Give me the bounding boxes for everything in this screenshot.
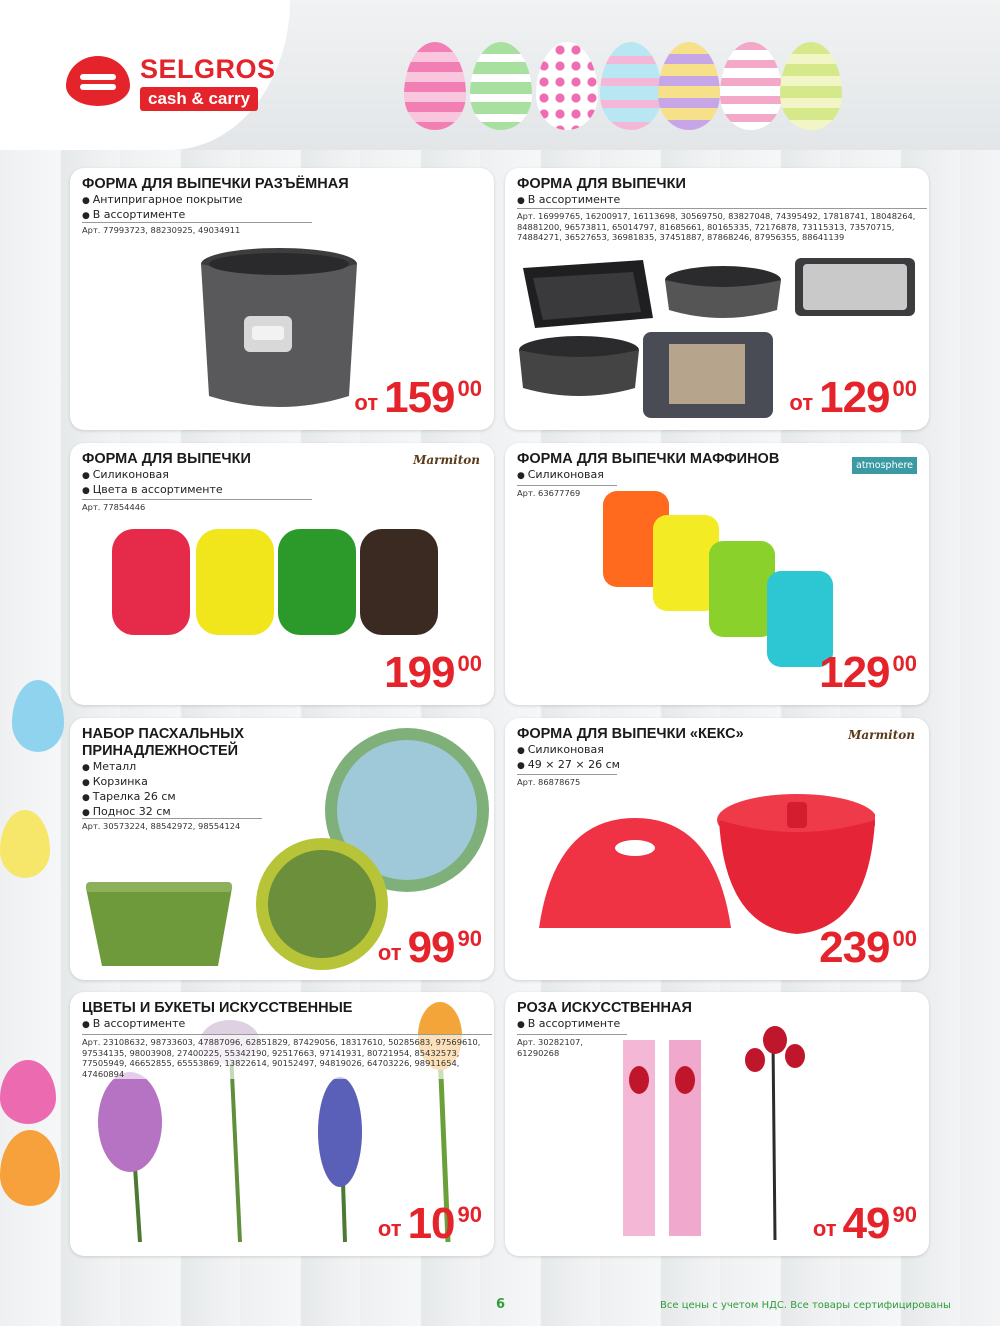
- egg-icon: [0, 1130, 60, 1206]
- price-from: от: [789, 390, 814, 415]
- egg-icon: [0, 1060, 56, 1124]
- feature-item: ● В ассортименте: [82, 1017, 185, 1032]
- product-card[interactable]: [70, 718, 494, 980]
- feature-item: ● Корзинка: [82, 775, 176, 790]
- price-kopecks: 90: [457, 1202, 482, 1227]
- feature-item: ● Силиконовая: [82, 468, 223, 483]
- product-title: НАБОР ПАСХАЛЬНЫХ ПРИНАДЛЕЖНОСТЕЙ: [82, 726, 245, 759]
- price-kopecks: 90: [457, 926, 482, 951]
- feature-item: ● Антипригарное покрытие: [82, 193, 243, 208]
- product-card[interactable]: [505, 992, 929, 1256]
- feature-item: ● В ассортименте: [517, 1017, 620, 1032]
- silicone-molds-image: [112, 523, 442, 643]
- brand-name: SELGROS: [140, 54, 276, 84]
- product-card[interactable]: [505, 168, 929, 430]
- article-numbers: Арт. 77854446: [82, 499, 312, 513]
- price-rubles: 129: [819, 373, 890, 422]
- feature-item: ● Тарелка 26 см: [82, 790, 176, 805]
- price-tag: [377, 1199, 482, 1248]
- price-kopecks: 00: [892, 376, 917, 401]
- price-rubles: 129: [819, 648, 890, 697]
- product-card[interactable]: [70, 168, 494, 430]
- page-number: 6: [496, 1297, 506, 1312]
- feature-item: ● Поднос 32 см: [82, 805, 176, 820]
- price-rubles: 10: [407, 1199, 455, 1248]
- article-numbers: Арт. 30282107, 61290268: [517, 1034, 627, 1058]
- price-kopecks: 00: [892, 926, 917, 951]
- feature-item: ● В ассортименте: [82, 208, 243, 223]
- price-rubles: 49: [842, 1199, 890, 1248]
- price-kopecks: 00: [892, 651, 917, 676]
- product-card[interactable]: [70, 443, 494, 705]
- product-features: [82, 193, 243, 223]
- selgros-logo-icon: [66, 56, 130, 106]
- article-numbers: Арт. 86878675: [517, 774, 617, 788]
- price-from: от: [377, 940, 402, 965]
- product-title: ЦВЕТЫ И БУКЕТЫ ИСКУССТВЕННЫЕ: [82, 1000, 353, 1016]
- product-title: ФОРМА ДЛЯ ВЫПЕЧКИ РАЗЪЁМНАЯ: [82, 176, 349, 192]
- price-tag: [789, 373, 917, 422]
- price-rubles: 159: [384, 373, 455, 422]
- footer-note: Все цены с учетом НДС. Все товары сертифицированы: [660, 1300, 951, 1311]
- egg-icon: [12, 680, 64, 752]
- artificial-rose-image: [605, 1000, 835, 1250]
- price-kopecks: 00: [457, 376, 482, 401]
- price-tag: [377, 923, 482, 972]
- egg-icon: [0, 810, 50, 878]
- product-card[interactable]: [505, 443, 929, 705]
- price-from: от: [354, 390, 379, 415]
- feature-item: ● 49 × 27 × 26 см: [517, 758, 620, 773]
- springform-pan-image: [194, 246, 364, 414]
- article-numbers: Арт. 16999765, 16200917, 16113698, 30569750, 83827048, 74395492, 17818741, 18048264, 84881200, 96573811, 65014797, 81685661, 80165335, 72176878, 73115313, 73570715, 74884271, 36527653, 36981835, 37451887, 87868246, 87956355, 88641139: [517, 208, 927, 243]
- feature-item: ● Силиконовая: [517, 743, 620, 758]
- price-from: от: [812, 1216, 837, 1241]
- article-numbers: Арт. 77993723, 88230925, 49034911: [82, 222, 312, 236]
- product-title: ФОРМА ДЛЯ ВЫПЕЧКИ МАФФИНОВ: [517, 451, 780, 467]
- price-tag: [354, 373, 482, 422]
- brand-logo: atmosphere: [852, 457, 917, 474]
- price-kopecks: 00: [457, 651, 482, 676]
- price-rubles: 99: [407, 923, 455, 972]
- price-rubles: 239: [819, 923, 890, 972]
- article-numbers: Арт. 30573224, 88542972, 98554124: [82, 818, 262, 832]
- feature-item: ● Металл: [82, 760, 176, 775]
- feature-item: ● В ассортименте: [517, 193, 620, 208]
- product-title: ФОРМА ДЛЯ ВЫПЕЧКИ: [517, 176, 686, 192]
- price-kopecks: 90: [892, 1202, 917, 1227]
- product-card[interactable]: [505, 718, 929, 980]
- price-tag: [812, 1199, 917, 1248]
- price-tag: [384, 648, 482, 697]
- price-tag: [819, 648, 917, 697]
- brand-logo: Marmiton: [413, 453, 480, 467]
- feature-item: ● Силиконовая: [517, 468, 604, 483]
- muffin-molds-image: [595, 485, 855, 685]
- article-numbers: Арт. 23108632, 98733603, 47887096, 62851829, 87429056, 18317610, 50285683, 97569610, 97534135, 98003908, 27400225, 55342190, 92517663, 97141931, 80721954, 85432573, 77505949, 46652855, 65553869, 13822614, 90152497, 94819026, 64703226, 98911654, 47460894: [82, 1034, 492, 1079]
- product-features: [517, 193, 620, 208]
- product-features: [82, 468, 223, 498]
- product-title: РОЗА ИСКУССТВЕННАЯ: [517, 1000, 692, 1016]
- price-rubles: 199: [384, 648, 455, 697]
- product-features: [517, 743, 620, 773]
- brand-tagline: cash & carry: [140, 87, 258, 111]
- price-from: от: [377, 1216, 402, 1241]
- feature-item: ● Цвета в ассортименте: [82, 483, 223, 498]
- product-title: ФОРМА ДЛЯ ВЫПЕЧКИ «КЕКС»: [517, 726, 744, 742]
- product-title: ФОРМА ДЛЯ ВЫПЕЧКИ: [82, 451, 251, 467]
- product-features: [517, 468, 604, 483]
- price-tag: [819, 923, 917, 972]
- brand-logo: Marmiton: [848, 728, 915, 742]
- article-numbers: Арт. 63677769: [517, 485, 617, 499]
- product-card[interactable]: [70, 992, 494, 1256]
